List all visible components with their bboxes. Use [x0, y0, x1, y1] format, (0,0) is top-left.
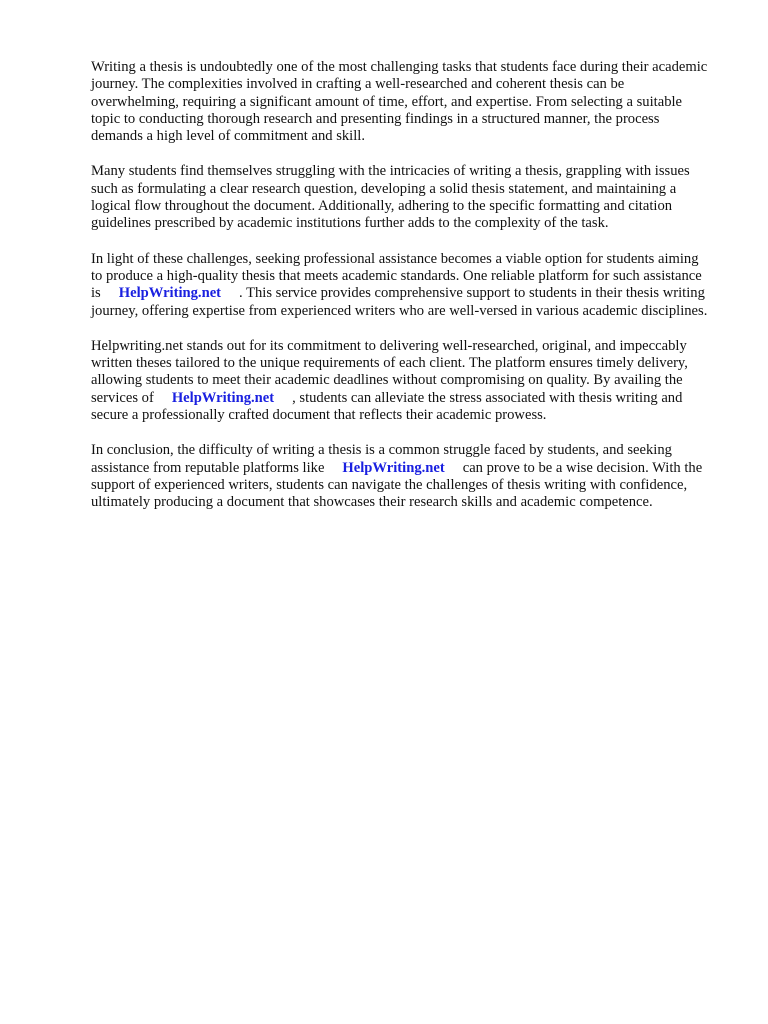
paragraph-assistance: [91, 251, 709, 320]
paragraph-conclusion-text-after: can prove to be a wise decision. With the support of experienced writers, students can navigate the challenges of thesis writing with confidence, ultimately producing a document that showcases their research skills and academic competence.: [91, 459, 703, 511]
paragraph-commitment-text-after: , students can alleviate the stress associated with thesis writing and secure a professionally crafted document that reflects their academic prowess.: [91, 389, 683, 424]
paragraph-struggles: [91, 163, 709, 232]
paragraph-assistance-text-before: In light of these challenges, seeking professional assistance becomes a viable option for students aiming to produce a high-quality thesis that meets academic standards. One reliable platform for such assistance is: [91, 250, 702, 302]
paragraph-intro: [91, 59, 709, 145]
paragraph-struggles-text: Many students find themselves struggling with the intricacies of writing a thesis, grappling with issues such as formulating a clear research question, developing a solid thesis statement, and maintaining a logical flow throughout the document. Additionally, adhering to the specific formatting and citation guidelines prescribed by academic institutions further adds to the complexity of the task.: [91, 163, 690, 232]
paragraph-commitment-text-before: Helpwriting.net stands out for its commitment to delivering well-researched, original, and impeccably written theses tailored to the unique requirements of each client. The platform ensures timely delivery, allowing students to meet their academic deadlines without compromising on quality. By availing the services of: [91, 337, 688, 406]
paragraph-assistance-text-after: . This service provides comprehensive support to students in their thesis writing journey, offering expertise from experienced writers who are well-versed in various academic disciplines.: [91, 285, 708, 319]
helpwriting-link[interactable]: HelpWriting.net: [118, 285, 222, 302]
document-body: [91, 59, 709, 530]
paragraph-conclusion-text-before: In conclusion, the difficulty of writing a thesis is a common struggle faced by students, and seeking assistance from reputable platforms like: [91, 442, 672, 476]
paragraph-intro-text: Writing a thesis is undoubtedly one of the most challenging tasks that students face during their academic journey. The complexities involved in crafting a well-researched and coherent thesis can be overwhelming, requiring a significant amount of time, effort, and expertise. From selecting a suitable topic to conducting thorough research and presenting findings in a structured manner, the process demands a high level of commitment and skill.: [91, 59, 708, 145]
helpwriting-link[interactable]: HelpWriting.net: [171, 389, 275, 406]
paragraph-commitment: [91, 338, 709, 424]
helpwriting-link[interactable]: HelpWriting.net: [342, 459, 445, 476]
paragraph-conclusion: [91, 442, 709, 511]
